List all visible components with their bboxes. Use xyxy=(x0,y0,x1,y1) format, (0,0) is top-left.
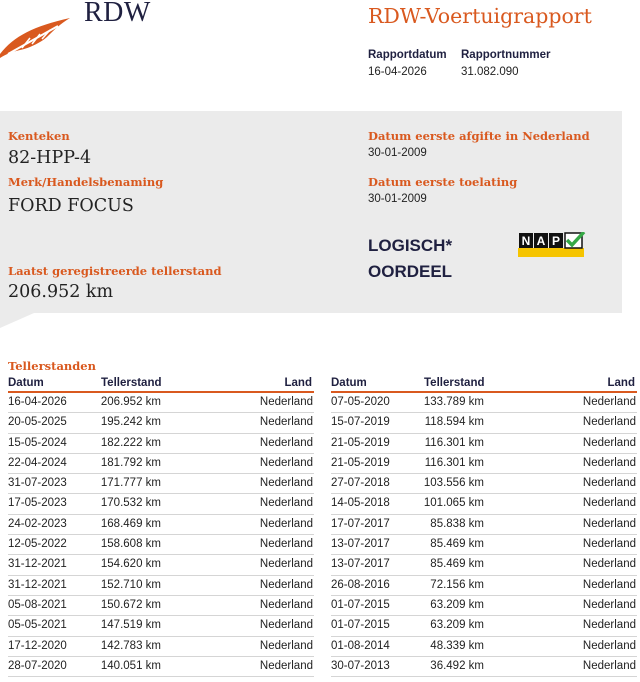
cell-country: Nederland xyxy=(259,598,313,611)
cell-date: 26-08-2016 xyxy=(331,578,390,591)
table-row xyxy=(8,393,314,413)
cell-country: Nederland xyxy=(259,477,313,490)
cell-country: Nederland xyxy=(582,396,636,408)
header-country: Land xyxy=(284,377,312,389)
report-number-label: Rapportnummer xyxy=(461,49,551,61)
cell-odometer: 48.339 km xyxy=(430,639,484,652)
table-row xyxy=(331,637,637,657)
cell-date: 17-05-2023 xyxy=(8,497,67,510)
table-row xyxy=(8,616,314,636)
cell-country: Nederland xyxy=(259,436,313,449)
odometer-label: Laatst geregistreerde tellerstand xyxy=(8,264,222,278)
cell-odometer: 168.469 km xyxy=(100,517,161,530)
cell-country: Nederland xyxy=(259,416,313,429)
first-nl-label: Datum eerste afgifte in Nederland xyxy=(368,129,590,143)
table-row xyxy=(331,616,637,636)
cell-country: Nederland xyxy=(259,578,313,591)
cell-odometer: 118.594 km xyxy=(424,416,484,429)
cell-date: 27-07-2018 xyxy=(331,477,390,490)
cell-country: Nederland xyxy=(259,396,313,408)
cell-date: 12-05-2022 xyxy=(8,538,67,551)
cell-country: Nederland xyxy=(582,619,636,632)
cell-odometer: 85.838 km xyxy=(430,517,484,530)
cell-odometer: 181.792 km xyxy=(100,456,161,469)
cell-odometer: 63.209 km xyxy=(430,619,484,632)
cell-odometer: 170.532 km xyxy=(100,497,161,510)
table-row xyxy=(8,474,314,494)
cell-country: Nederland xyxy=(582,456,636,469)
table-row xyxy=(8,555,314,575)
cell-odometer: 72.156 km xyxy=(430,578,484,591)
report-title: RDW-Voertuigrapport xyxy=(368,4,592,28)
table-row xyxy=(331,434,637,454)
cell-date: 15-07-2019 xyxy=(331,416,390,429)
table-header xyxy=(331,376,637,393)
cell-country: Nederland xyxy=(582,598,636,611)
header-odometer: Tellerstand xyxy=(101,377,162,389)
cell-country: Nederland xyxy=(259,456,313,469)
table-row xyxy=(331,535,637,555)
plate-value: 82-HPP-4 xyxy=(8,148,92,168)
header-odometer: Tellerstand xyxy=(424,377,485,389)
cell-odometer: 158.608 km xyxy=(100,538,161,551)
table-row xyxy=(331,515,637,535)
table-row xyxy=(331,393,637,413)
report-date-label: Rapportdatum xyxy=(368,49,447,61)
cell-country: Nederland xyxy=(582,578,636,591)
table-row xyxy=(331,494,637,514)
cell-odometer: 152.710 km xyxy=(100,578,161,591)
cell-date: 16-04-2026 xyxy=(8,396,67,408)
cell-odometer: 36.492 km xyxy=(430,659,484,672)
header-date: Datum xyxy=(331,377,367,389)
verdict-line1: LOGISCH* xyxy=(368,236,453,255)
make-label: Merk/Handelsbenaming xyxy=(8,175,164,189)
table-row xyxy=(331,596,637,616)
cell-odometer: 85.469 km xyxy=(430,538,484,551)
cell-date: 17-12-2020 xyxy=(8,639,67,652)
cell-odometer: 147.519 km xyxy=(100,619,161,632)
readings-table-right xyxy=(331,376,637,677)
cell-country: Nederland xyxy=(259,538,313,551)
cell-date: 01-08-2014 xyxy=(331,639,390,652)
first-admission-value: 30-01-2009 xyxy=(368,193,427,205)
cell-odometer: 116.301 km xyxy=(424,436,484,449)
table-body xyxy=(331,393,637,677)
table-row xyxy=(8,515,314,535)
header-date: Datum xyxy=(8,377,44,389)
table-row xyxy=(331,657,637,677)
table-row xyxy=(8,637,314,657)
cell-date: 21-05-2019 xyxy=(331,436,390,449)
cell-date: 05-05-2021 xyxy=(8,619,67,632)
cell-date: 21-05-2019 xyxy=(331,456,390,469)
table-row xyxy=(331,576,637,596)
rdw-feather-icon xyxy=(0,14,74,60)
table-row xyxy=(8,454,314,474)
cell-country: Nederland xyxy=(259,639,313,652)
cell-date: 13-07-2017 xyxy=(331,538,390,551)
cell-date: 31-12-2021 xyxy=(8,558,67,571)
report-number: 31.082.090 xyxy=(461,66,519,78)
cell-date: 07-05-2020 xyxy=(331,396,390,408)
cell-country: Nederland xyxy=(259,619,313,632)
verdict-line2: OORDEEL xyxy=(368,262,453,281)
nap-letter-p: P xyxy=(551,234,561,248)
cell-odometer: 154.620 km xyxy=(100,558,161,571)
table-row xyxy=(8,434,314,454)
table-row xyxy=(331,555,637,575)
cell-odometer: 63.209 km xyxy=(430,598,484,611)
table-row xyxy=(8,657,314,677)
report-date: 16-04-2026 xyxy=(368,66,427,78)
cell-date: 31-07-2023 xyxy=(8,477,67,490)
cell-date: 13-07-2017 xyxy=(331,558,390,571)
cell-odometer: 116.301 km xyxy=(424,456,484,469)
cell-odometer: 206.952 km xyxy=(100,396,161,408)
nap-badge-icon xyxy=(518,232,588,258)
brand-name: RDW xyxy=(84,0,151,28)
table-header xyxy=(8,376,314,393)
table-row xyxy=(8,535,314,555)
rdw-logo xyxy=(0,14,74,60)
cell-date: 05-08-2021 xyxy=(8,598,67,611)
cell-country: Nederland xyxy=(582,639,636,652)
cell-country: Nederland xyxy=(582,497,636,510)
first-admission-label: Datum eerste toelating xyxy=(368,175,518,189)
cell-date: 14-05-2018 xyxy=(331,497,390,510)
nap-letter-n: N xyxy=(521,234,531,248)
panel-notch xyxy=(0,313,34,328)
cell-country: Nederland xyxy=(582,436,636,449)
table-row xyxy=(8,596,314,616)
cell-country: Nederland xyxy=(259,558,313,571)
cell-date: 22-04-2024 xyxy=(8,456,67,469)
cell-country: Nederland xyxy=(259,517,313,530)
cell-country: Nederland xyxy=(582,517,636,530)
cell-odometer: 195.242 km xyxy=(100,416,161,429)
table-row xyxy=(8,413,314,433)
cell-odometer: 142.783 km xyxy=(100,639,161,652)
cell-country: Nederland xyxy=(582,538,636,551)
cell-date: 31-12-2021 xyxy=(8,578,67,591)
table-row xyxy=(8,576,314,596)
cell-odometer: 85.469 km xyxy=(430,558,484,571)
cell-date: 17-07-2017 xyxy=(331,517,390,530)
cell-date: 24-02-2023 xyxy=(8,517,67,530)
cell-date: 28-07-2020 xyxy=(8,659,67,672)
cell-country: Nederland xyxy=(259,497,313,510)
odometer-value: 206.952 km xyxy=(8,282,114,302)
nap-letter-a: A xyxy=(536,234,546,248)
cell-odometer: 150.672 km xyxy=(100,598,161,611)
cell-country: Nederland xyxy=(582,659,636,672)
cell-odometer: 103.556 km xyxy=(423,477,484,490)
cell-date: 20-05-2025 xyxy=(8,416,67,429)
cell-country: Nederland xyxy=(582,558,636,571)
table-row xyxy=(331,474,637,494)
cell-country: Nederland xyxy=(582,477,636,490)
plate-label: Kenteken xyxy=(8,129,70,143)
cell-country: Nederland xyxy=(582,416,636,429)
cell-odometer: 182.222 km xyxy=(100,436,161,449)
cell-odometer: 140.051 km xyxy=(100,659,161,672)
cell-odometer: 101.065 km xyxy=(423,497,484,510)
table-row xyxy=(331,454,637,474)
make-value: FORD FOCUS xyxy=(8,196,134,216)
readings-title: Tellerstanden xyxy=(8,359,96,373)
cell-odometer: 171.777 km xyxy=(100,477,161,490)
cell-country: Nederland xyxy=(259,659,313,672)
table-body xyxy=(8,393,314,677)
header-country: Land xyxy=(607,377,635,389)
cell-date: 01-07-2015 xyxy=(331,619,390,632)
cell-date: 30-07-2013 xyxy=(331,659,390,672)
table-row xyxy=(8,494,314,514)
nap-logo xyxy=(518,232,588,258)
readings-table-left xyxy=(8,376,314,677)
first-nl-value: 30-01-2009 xyxy=(368,147,427,159)
cell-date: 15-05-2024 xyxy=(8,436,67,449)
cell-date: 01-07-2015 xyxy=(331,598,390,611)
cell-odometer: 133.789 km xyxy=(423,396,484,408)
table-row xyxy=(331,413,637,433)
